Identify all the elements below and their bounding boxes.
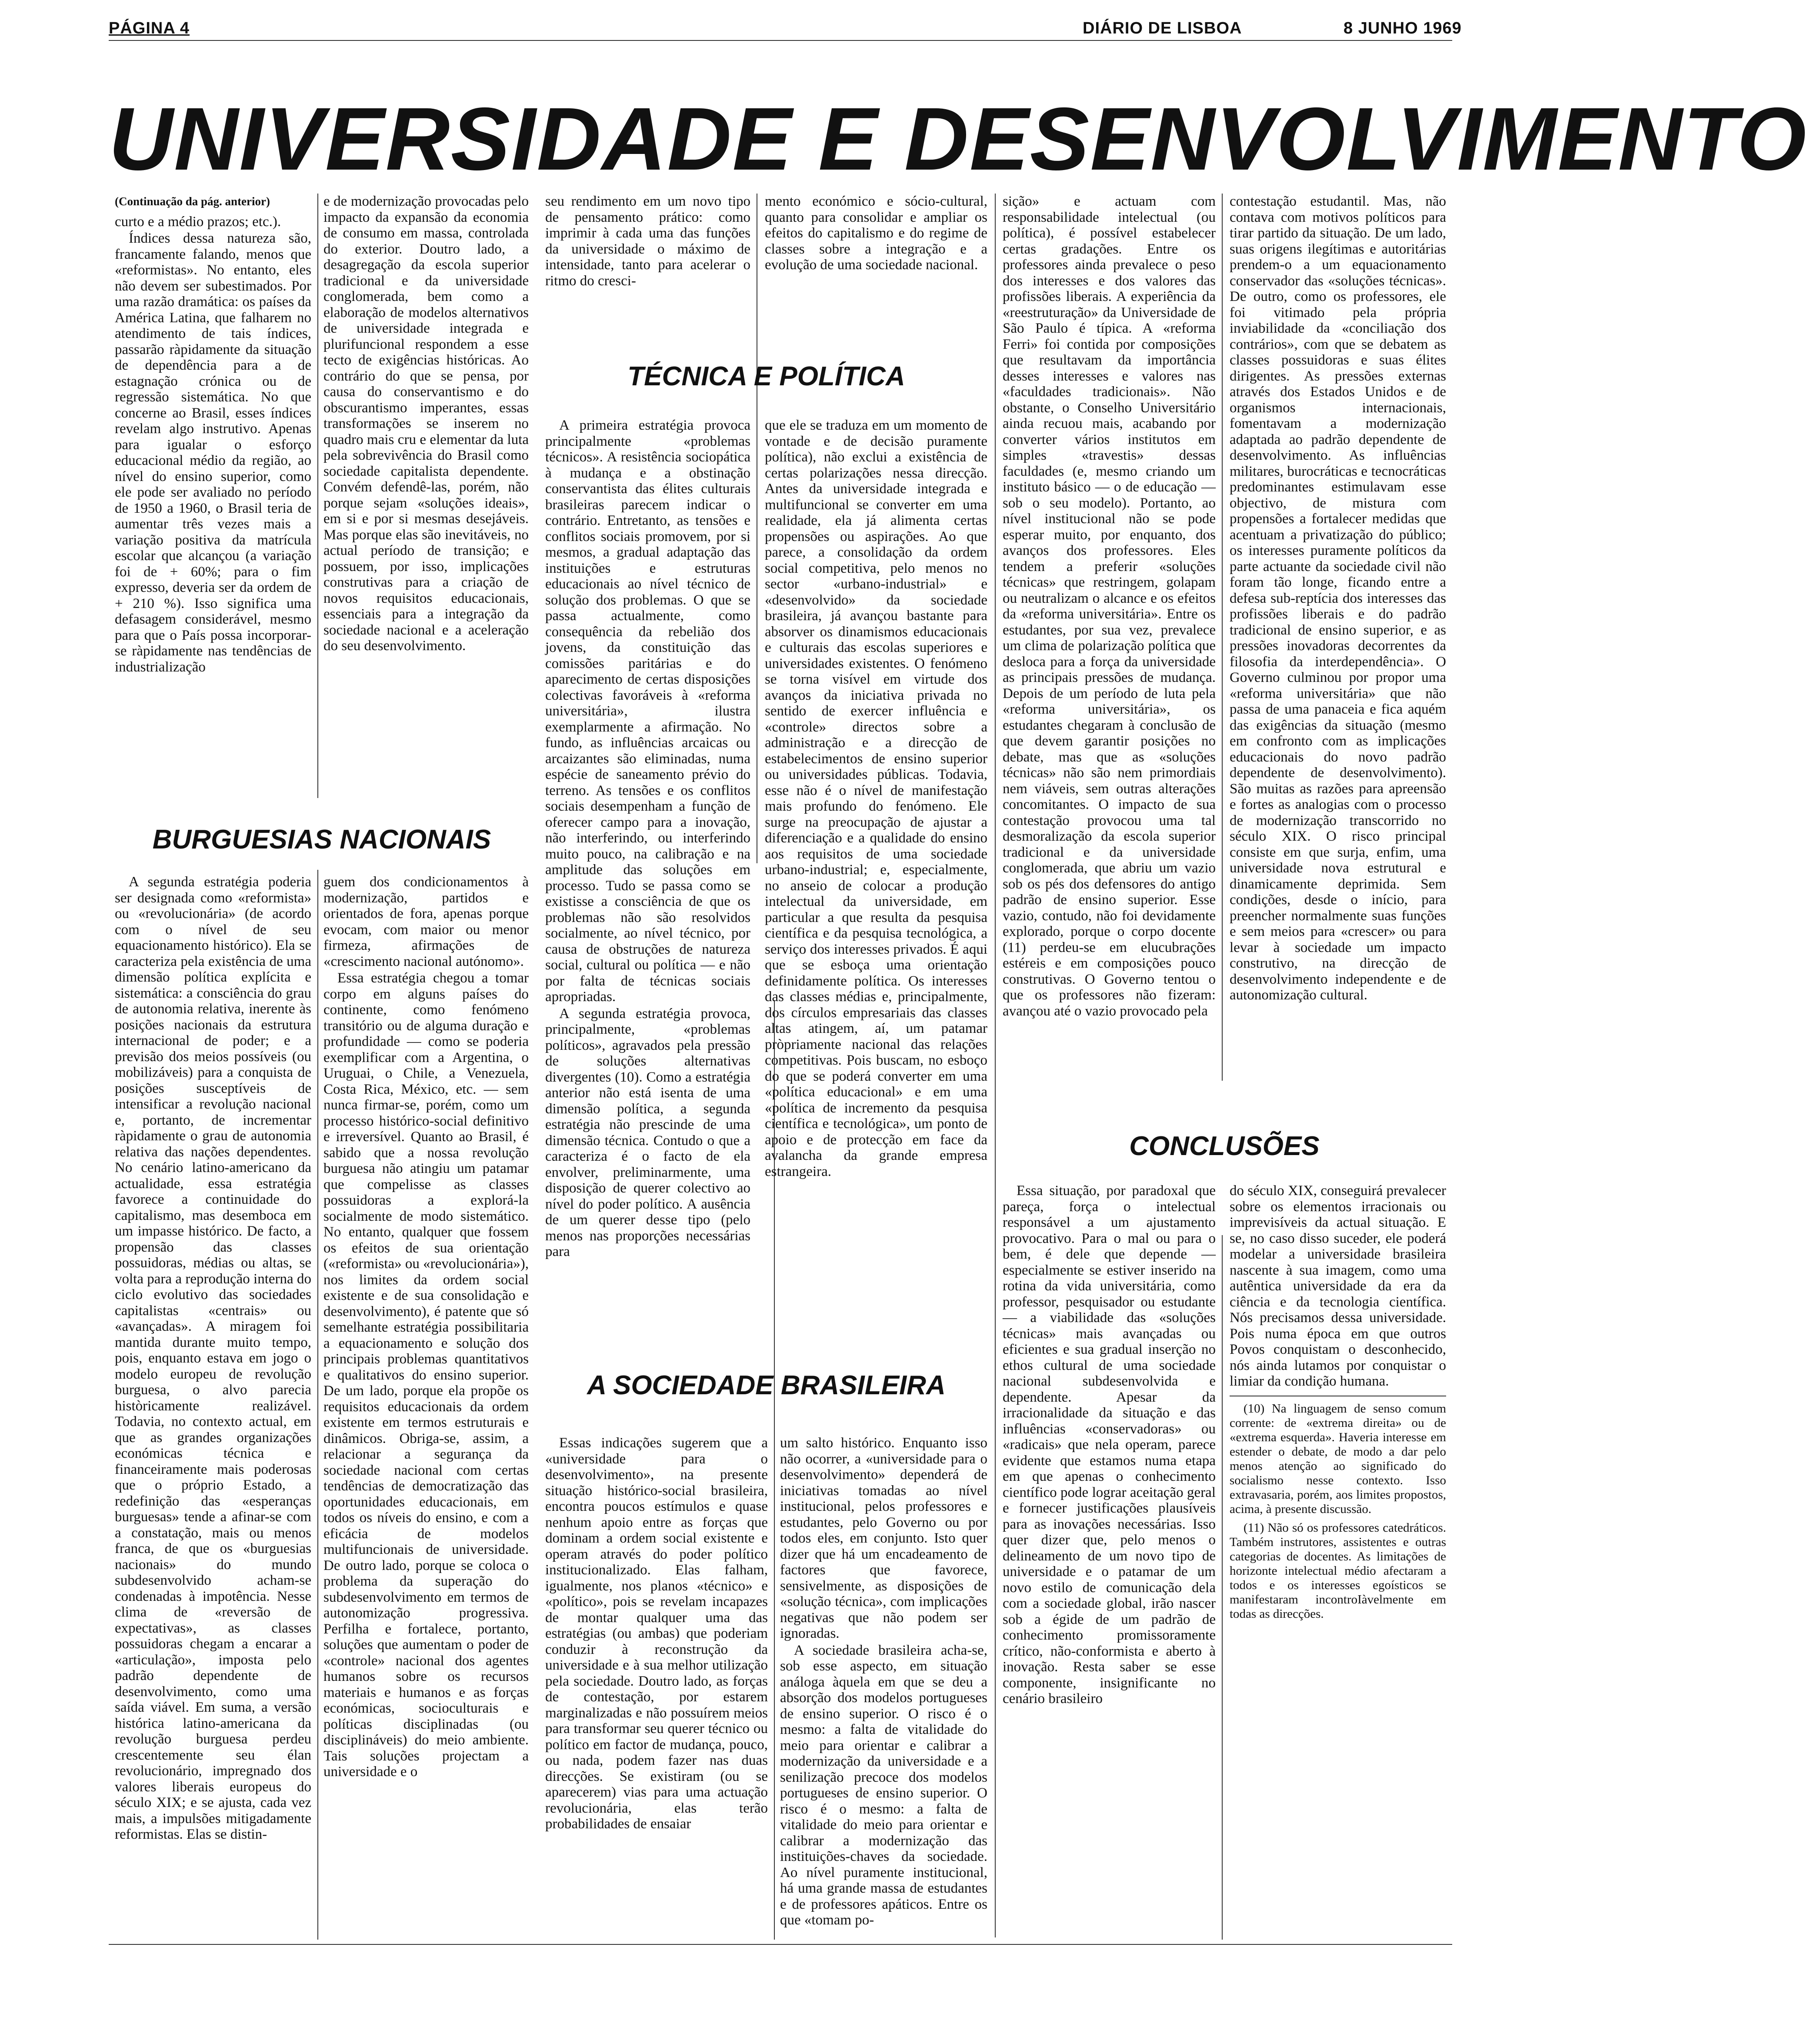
- intro-column-2: [317, 194, 535, 798]
- burguesias-column-1: [109, 874, 317, 1935]
- paragraph: curto e a médio prazos; etc.).: [115, 214, 281, 230]
- paragraph: A primeira estratégia provoca principalmente «problemas técnicos». A resistência sociopática à mudança e a obstinação conservantista das élites culturais brasileiras parecem indicar o contrário. Entretanto, as tensões e conflitos sociais promovem, por si mesmos, a gradual adaptação das instituições e estruturas educacionais ao nível técnico de solução dos problemas. O que se passa actualmente, como consequência da rebelião dos jovens, da constituição das comissões paritárias e do aparecimento de certas disposições colectivas favoráveis à «reforma universitária», ilustra exemplarmente a afirmação. No fundo, as influências arcaicas ou arcaizantes são eliminadas, numa espécie de saneamento prévio do terreno. As tensões e os conflitos sociais desempenham a função de oferecer campo para a inovação, não interferindo, ou interferindo muito pouco, na calibração e na amplitude das soluções em processo. Tudo se passa como se existisse a consciência de que os problemas não são resolvidos socialmente, ao nível técnico, por causa de obstruções de natureza social, cultural ou política — e não por falta de técnicas sociais apropriadas.: [545, 417, 750, 1005]
- column-divider: [1222, 194, 1223, 1081]
- right-column-2: [1224, 194, 1452, 1076]
- newspaper-name: DIÁRIO DE LISBOA: [1083, 19, 1242, 37]
- subhead-burguesias-nacionais: BURGUESIAS NACIONAIS: [152, 825, 491, 855]
- paragraph: A segunda estratégia poderia ser designada como «reformista» ou «revolucionária» (de acordo com o nível de seu equacionamento histórico). Ela se caracteriza pela existência de uma dimensão política explícita e sistemática: a consciência do grau de autonomia relativa, inerente às posições nacionais da estrutura internacional de poder; e a previsão dos meios possíveis (ou mobilizáveis) para a conquista de posições susceptíveis de intensificar a revolução nacional e, portanto, de incrementar ràpidamente o grau de autonomia relativa das nações dependentes. No cenário latino-americano da actualidade, essa estratégia favorece a continuidade do capitalismo, mas desemboca em um impasse histórico. De facto, a propensão das classes possuidoras, médias ou altas, se volta para a reprodução interna do ciclo evolutivo das sociedades capitalistas «centrais» ou «avançadas». A miragem foi mantida durante muito tempo, pois, enquanto estava em jogo o modelo europeu de revolução burguesa, o alvo parecia històricamente realizável. Todavia, no contexto actual, em que as grandes organizações económicas técnica e financeiramente mais poderosas que o próprio Estado, a redefinição das «esperanças burguesas» tende a afinar-se com a constatação, mais ou menos franca, de que os «burguesias nacionais» do mundo subdesenvolvido acham-se condenadas à impotência. Nesse clima de «reversão de expectativas», as classes possuidoras chegam a encarar a «articulação», imposta pelo padrão dependente de desenvolvimento, como uma saída viável. Em suma, a versão histórica latino-americana da revolução burguesa perdeu crescentemente seu élan revolucionário, impregnado dos valores liberais europeus do século XIX; e se ajusta, cada vez mais, a impulsões mitigadamente reformistas. Elas se distin-: [115, 874, 311, 1842]
- conclusoes-column-2: [1224, 1183, 1452, 1935]
- intro-column-1: [109, 194, 317, 798]
- paragraph: Essa situação, por paradoxal que pareça, força o intelectual responsável a um ajustamento provocativo. Para o mal ou para o bem, é dele que depende — especialmente se estiver inserido na rotina da vida universitária, como professor, pesquisador ou estudante — a viabilidade das «soluções técnicas» mais avançadas ou eficientes e sua gradual inserção no ethos cultural de uma sociedade nacional subdesenvolvida e dependente. Apesar da irracionalidade da situação e das influências «conservadoras» ou «radicais» que nela operam, parece evidente que estamos numa etapa em que apenas o conhecimento científico pode lograr aceitação geral e fornecer justificações plausíveis para as inovações necessárias. Isso quer dizer que, pelo menos o delineamento de um novo tipo de universidade e o patamar de um novo estilo de comunicação dela com a sociedade global, irão nascer sob a égide de um padrão de conhecimento promissoramente crítico, não-conformista e aberto à inovação. Resta saber se esse componente, insignificante no cenário brasileiro: [1003, 1183, 1216, 1707]
- paragraph: um salto histórico. Enquanto isso não ocorrer, a «universidade para o desenvolvimento» dependerá de iniciativas tomadas ao nível institucional, pelos professores e estudantes, pelo Governo ou por todos eles, em conjunto. Isto quer dizer que há um encadeamento de factores que favorece, sensivelmente, as disposições de «solução técnica», com implicações negativas que não podem ser ignoradas.: [780, 1435, 987, 1641]
- paragraph: e de modernização provocadas pelo impacto da expansão da economia de consumo em massa, controlada do exterior. Doutro lado, a desagregação da escola superior tradicional e da universidade conglomerada, bem como a elaboração de modelos alternativos de universidade integrada e plurifuncional respondem a esse tecto de exigências históricas. Ao contrário do que se pensa, por causa do conservantismo e do obscurantismo imperantes, essas transformações se inserem no quadro mais cru e elementar da luta pela sobrevivência do Brasil como sociedade capitalista dependente. Convém defendê-las, porém, não porque sejam «soluções ideais», em si e por si mesmas desejáveis. Mas porque elas são inevitáveis, no actual período de transição; e possuem, por isso, implicações construtivas para a criação de novos requisitos educacionais, essenciais para a integração da sociedade nacional e a aceleração do seu desenvolvimento.: [323, 194, 529, 654]
- paragraph: A sociedade brasileira acha-se, sob esse aspecto, em situação análoga àquela em que se deu a absorção dos modelos portugueses de ensino superior. O risco é o mesmo: a falta de vitalidade do meio para orientar e calibrar a modernização da universidade e a senilização precoce dos modelos portugueses de ensino superior. O risco é o mesmo: a falta de vitalidade do meio para orientar e calibrar a modernização das instituições-chaves da sociedade. Ao nível puramente institucional, há uma grande massa de estudantes e de professores apáticos. Entre os que «tomam po-: [780, 1642, 987, 1928]
- intro-column-4: [759, 194, 994, 337]
- paragraph: Índices dessa natureza são, francamente falando, menos que «reformistas». No entanto, eles não devem ser subestimados. Por uma razão dramática: os países da América Latina, que falharem no atendimento de tais índices, passarão ràpidamente da situação de dependência para a de estagnação crónica ou de regressão sistemática. No que concerne ao Brasil, esses índices revelam algo instrutivo. Apenas para igualar o esforço educacional médio da região, ao nível do ensino superior, como ele pode ser avaliado no período de 1950 a 1960, o Brasil teria de aumentar três vezes mais a variação positiva da matrícula escolar que alcançou (a variação foi de + 60%; para o fim expresso, deveria ser da ordem de + 210 %). Isso significa uma defasagem considerável, mesmo para que o País possa incorporar-se ràpidamente nas tendências de industrialização: [115, 230, 311, 675]
- intro-column-3: [539, 194, 757, 337]
- bottom-rule: [109, 1944, 1452, 1945]
- column-divider: [1222, 1235, 1223, 1940]
- footnote-11: (11) Não só os professores catedráticos. Também instrutores, assistentes e outras categorias de docentes. As limitações de horizonte intelectual médio afectaram a todos e os interesses egoísticos se manifestaram incontroIàvelmente em todas as direcções.: [1230, 1520, 1446, 1621]
- subhead-tecnica-politica: TÉCNICA E POLÍTICA: [627, 361, 905, 391]
- issue-date: 8 JUNHO 1969: [1344, 19, 1462, 37]
- footnote-10: (10) Na linguagem de senso comum corrente: de «extrema direita» ou de «extrema esquerda». Haveria interesse em estender o debate, de modo a dar pelo menos atenção ao significado do socialismo nesse contexto. Isso extravasaria, porém, aos limites propostos, acima, à presente discussão.: [1230, 1401, 1446, 1516]
- tecnica-column-2: [759, 417, 994, 1179]
- sociedade-column-1: [539, 1435, 774, 1935]
- paragraph: Essas indicações sugerem que a «universidade para o desenvolvimento», na presente situação histórico-social brasileira, encontra poucos estímulos e quase nenhum apoio entre as forças que dominam a ordem social existente e operam através do poder político institucionalizado. Elas falham, igualmente, nos planos «técnico» e «político», pois se revelam incapazes de montar qualquer uma das estratégias (ou ambas) que poderiam conduzir à reconstrução da universidade e à sua melhor utilização pela sociedade. Doutro lado, as forças de contestação, por estarem marginalizadas e não possuírem meios para transformar seu querer técnico ou político em factor de mudança, pouco, ou nada, podem fazer nas duas direcções. Se existiram (ou se aparecerem) vias para uma actuação revolucionária, elas terão probabilidades de ensaiar: [545, 1435, 768, 1832]
- page-headline: UNIVERSIDADE E DESENVOLVIMENTO: [109, 89, 1807, 189]
- sociedade-column-2: [774, 1435, 994, 1935]
- paragraph: A segunda estratégia provoca, principalmente, «problemas políticos», agravados pela pressão de soluções alternativas divergentes (10). Como a estratégia anterior não está isenta de uma dimensão política, a segunda estratégia não prescinde de uma dimensão técnica. Contudo o que a caracteriza é o facto de ela envolver, preliminarmente, uma disposição de querer colectivo ao nível do poder político. A ausência de um querer desse tipo (pelo menos nas proporções necessárias para: [545, 1005, 750, 1259]
- burguesias-column-2: [317, 874, 535, 1935]
- paragraph: do século XIX, conseguirá prevalecer sobre os elementos irracionais ou imprevisíveis da actual situação. E se, no caso disso suceder, ele poderá modelar a universidade brasileira nascente à sua imagem, como uma autêntica universidade da era da ciência e da tecnologia científica. Nós precisamos dessa universidade. Pois numa época em que outros Povos conquistam o desconhecido, nós ainda lutamos por conquistar o limiar da condição humana.: [1230, 1183, 1446, 1389]
- page-number: PÁGINA 4: [109, 19, 190, 37]
- paragraph: seu rendimento em um novo tipo de pensamento prático: como imprimir à cada uma das funções da universidade o máximo de intensidade, tanto para acelerar o ritmo do cresci-: [545, 194, 750, 289]
- paragraph: mento económico e sócio-cultural, quanto para consolidar e ampliar os efeitos do capitalismo e do regime de classes sobre a integração e a evolução de uma sociedade nacional.: [765, 194, 987, 273]
- paragraph: sição» e actuam com responsabilidade intelectual (ou política), é possível estabelecer certas gradações. Entre os professores ainda prevalece o peso dos interesses e dos valores das profissões liberais. A experiência da «reestruturação» da Universidade de São Paulo é típica. A «reforma Ferri» foi contida por composições que resultavam da importância desses interesses e valores nas «faculdades tradicionais». Não obstante, o Conselho Universitário ainda recuou mais, acabando por converter vários institutos em simples «travestis» dessas faculdades (e, mesmo criando um instituto básico — o de educação — sob o seu modelo). Portanto, ao nível institucional não se pode esperar muito, por enquanto, dos avanços dos professores. Eles tendem a preferir «soluções técnicas» que restringem, golapam ou neutralizam o alcance e os efeitos da «reforma universitária». Entre os estudantes, por sua vez, prevalece um clima de polarização política que desloca para a força da universidade as principais pressões de mudança. Depois de um período de luta pela «reforma universitária», os estudantes chegaram à conclusão de que devem garantir posições no debate, mas que as «soluções técnicas» não são nem primordiais nem viáveis, sem outras alterações concomitantes. O impacto de sua contestação provocou uma tal desmoralização da escola superior tradicional e da universidade conglomerada, que abriu um vazio sob os pés dos defensores do antigo padrão de ensino superior. Esse vazio, contudo, não foi devidamente explorado, porque o corpo docente (11) perdeu-se em elucubrações estéreis e em composições pouco construtivas. O Governo tentou o que os professores não fizeram: avançou até o vazio provocado pela: [1003, 194, 1216, 1019]
- right-column-1: [997, 194, 1222, 1076]
- continuation-note: (Continuação da pág. anterior): [115, 195, 270, 208]
- subhead-sociedade-brasileira: A SOCIEDADE BRASILEIRA: [587, 1370, 946, 1400]
- tecnica-column-1: [539, 417, 757, 1259]
- column-divider: [995, 194, 996, 1937]
- subhead-conclusoes: CONCLUSÕES: [1129, 1131, 1320, 1161]
- paragraph: que ele se traduza em um momento de vontade e de decisão puramente política), não exclui a existência de certas polarizações nessa direcção. Antes da universidade integrada e multifuncional se converter em uma realidade, ela já alimenta certas propensões ou aspirações. Ao que parece, a consolidação da ordem social competitiva, pelo menos no sector «urbano-industrial» e «desenvolvido» da sociedade brasileira, já avançou bastante para absorver os dinamismos educacionais e culturais das escolas superiores e universidades existentes. O fenómeno se torna visível em virtude dos avanços da iniciativa privada no sentido de exercer influência e «controle» directos sobre a administração e a direcção de estabelecimentos de ensino superior ou universidades públicas. Todavia, esse não é o nível de manifestação mais profundo do fenómeno. Ele surge na preocupação de ajustar a diferenciação e a qualidade do ensino aos requisitos de uma sociedade urbano-industrial; e, especialmente, no anseio de colocar a produção intelectual da universidade, em particular a que resulta da pesquisa científica e da pesquisa tecnológica, a serviço dos interesses privados. É aqui que se esboça uma orientação definidamente política. Os interesses das classes médias e, principalmente, dos círculos empresariais das classes altas atingem, aí, um patamar pròpriamente nacional das relações competitivas. Pois buscam, no esboço do que se poderá converter em uma «política educacional» e em uma «política de incremento da pesquisa científica e tecnológica», um ponto de apoio e de protecção em face da avalancha da grande empresa estrangeira.: [765, 417, 987, 1179]
- paragraph: guem dos condicionamentos à modernização, partidos e orientados de fora, apenas porque evocam, com maior ou menor firmeza, afirmações de «crescimento nacional autónomo».: [323, 874, 529, 969]
- paragraph: contestação estudantil. Mas, não contava com motivos políticos para tirar partido da situação. De um lado, suas origens ilegítimas e autoritárias prendem-o a um equacionamento conservador das «soluções técnicas». De outro, como os professores, ele foi vitimado pela própria inviabilidade da «conciliação dos contrários», com que se debatem as classes possuidoras e suas élites dirigentes. As pressões externas através dos Estados Unidos e de organismos internacionais, fomentavam a modernização adaptada ao padrão dependente de desenvolvimento. As influências militares, burocráticas e tecnocráticas predominantes estimulavam esse objectivo, de mistura com propensões a fortalecer medidas que acentuam a privatização do público; os interesses puramente políticos da parte actuante da sociedade civil não foram tão longe, ficando entre a defesa sub-reptícia dos interesses das profissões liberais e do padrão tradicional de ensino superior, e as pressões inovadoras decorrentes da filosofia da interdependência». O Governo culminou por propor uma «reforma universitária» que não passa de uma panaceia e fica aquém das exigências da situação (mesmo em confronto com as implicações educacionais do novo padrão dependente de desenvolvimento). São muitas as razões para apreensão e fortes as analogias com o processo de modernização transcorrido no século XIX. O risco principal consiste em que surja, enfim, uma universidade nova estrutural e dinamicamente deprimida. Sem condições, desde o início, para preencher normalmente suas funções e sem meios para «crescer» ou para levar à sociedade um impacto construtivo, na direcção de desenvolvimento independente e de autonomização cultural.: [1230, 194, 1446, 1003]
- paragraph: Essa estratégia chegou a tomar corpo em alguns países do continente, como fenómeno transitório ou de alguma duração e profundidade — como se poderia exemplificar com a Argentina, o Uruguai, o Chile, a Venezuela, Costa Rica, México, etc. — sem nunca firmar-se, porém, como um processo histórico-social definitivo e irreversível. Quanto ao Brasil, é sabido que a nossa revolução burguesa não atingiu um patamar que compelisse as classes possuidoras a explorá-la socialmente de modo sistemático. No entanto, qualquer que fossem os efeitos de sua orientação («reformista» ou «revolucionária»), nos limites da ordem social existente e de sua consolidação e desenvolvimento), é patente que só semelhante estratégia possibilitaria a equacionamento e solução dos principais problemas quantitativos e qualitativos do ensino superior. De um lado, porque ela propõe os requisitos educacionais da ordem existente em termos estruturais e dinâmicos. Obriga-se, assim, a relacionar a segurança da sociedade nacional com certas tendências de democratização das oportunidades educacionais, em todos os níveis do ensino, e com a eficácia de modelos multifuncionais de universidade. De outro lado, porque se coloca o problema da superação do subdesenvolvimento em termos de autonomização progressiva. Perfilha e fortalece, portanto, soluções que aumentam o poder de «controle» nacional dos agentes humanos sobre os recursos materiais e humanos e as forças económicas, socioculturais e políticas disciplinadas (ou disciplináveis) do meio ambiente. Tais soluções projectam a universidade e o: [323, 970, 529, 1780]
- header-rule: [109, 40, 1452, 41]
- conclusoes-column-1: [997, 1183, 1222, 1935]
